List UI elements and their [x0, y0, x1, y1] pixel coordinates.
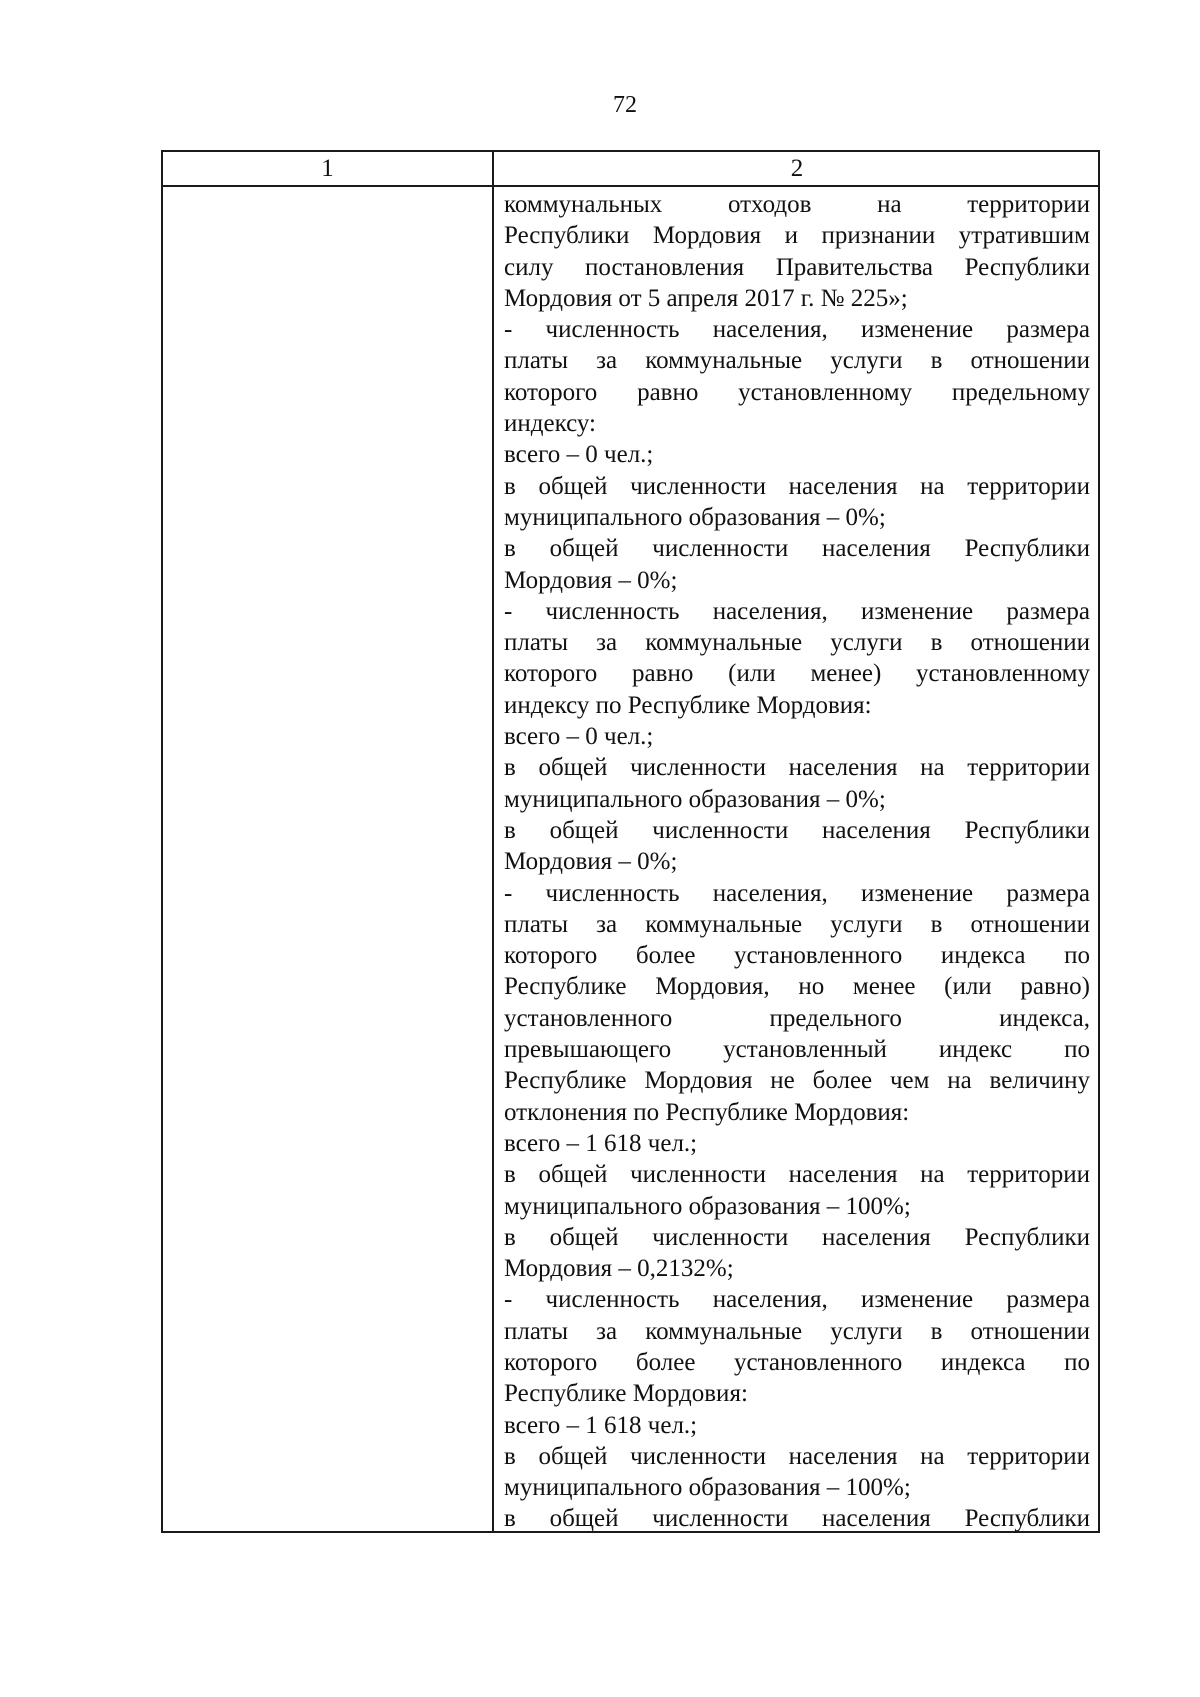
text-line: платы за коммунальные услуги в отношении	[504, 347, 1090, 375]
text-line: в общей численности населения Республики	[504, 1505, 1090, 1533]
text-line: установленного предельного индекса,	[504, 1004, 1090, 1032]
text-line: Мордовия – 0,2132%;	[504, 1255, 734, 1283]
text-line: - численность населения, изменение размера	[504, 316, 1090, 344]
text-line: которого более установленного индекса по	[504, 1348, 1090, 1376]
text-line: платы за коммунальные услуги в отношении	[504, 629, 1090, 657]
text-line: - численность населения, изменение размера	[504, 1286, 1090, 1314]
text-line: всего – 0 чел.;	[504, 441, 654, 469]
text-line: платы за коммунальные услуги в отношении	[504, 1317, 1090, 1345]
text-line: всего – 1 618 чел.;	[504, 1411, 698, 1439]
column-header-2: 2	[790, 155, 804, 182]
text-line: муниципального образования – 0%;	[504, 503, 886, 531]
text-line: силу постановления Правительства Республики	[504, 253, 1090, 281]
text-line: Республики Мордовия и признании утратившим	[504, 222, 1090, 250]
text-line: в общей численности населения на территории	[504, 1161, 1090, 1189]
column-header-1: 1	[321, 155, 334, 182]
text-line: в общей численности населения на территории	[504, 472, 1090, 500]
text-line: платы за коммунальные услуги в отношении	[504, 910, 1090, 938]
text-line: Республике Мордовия, но менее (или равно)	[504, 973, 1090, 1001]
column-divider	[492, 152, 494, 1531]
text-line: Мордовия от 5 апреля 2017 г. № 225»;	[504, 284, 908, 312]
document-table	[161, 150, 1100, 1533]
column-2-text-cell	[504, 189, 1090, 1535]
text-line: всего – 1 618 чел.;	[504, 1129, 698, 1157]
page-number: 72	[613, 92, 637, 118]
text-line: - численность населения, изменение размера	[504, 879, 1090, 907]
text-line: которого равно (или менее) установленному	[504, 660, 1090, 688]
text-line: Республике Мордовия:	[504, 1380, 748, 1408]
text-line: Республике Мордовия не более чем на величину	[504, 1067, 1090, 1095]
text-line: отклонения по Республике Мордовия:	[504, 1098, 910, 1126]
text-line: которого равно установленному предельному	[504, 378, 1090, 406]
text-line: муниципального образования – 100%;	[504, 1474, 911, 1502]
text-line: Мордовия – 0%;	[504, 566, 678, 594]
text-line: в общей численности населения на территории	[504, 754, 1090, 782]
text-line: превышающего установленный индекс по	[504, 1036, 1090, 1064]
text-line: в общей численности населения на территории	[504, 1442, 1090, 1470]
text-line: в общей численности населения Республики	[504, 816, 1090, 844]
text-line: всего – 0 чел.;	[504, 723, 654, 751]
text-line: которого более установленного индекса по	[504, 942, 1090, 970]
text-line: в общей численности населения Республики	[504, 535, 1090, 563]
text-line: Мордовия – 0%;	[504, 848, 678, 876]
text-line: муниципального образования – 100%;	[504, 1192, 911, 1220]
text-line: коммунальных отходов на территории	[504, 191, 1090, 218]
text-line: муниципального образования – 0%;	[504, 785, 886, 813]
text-line: - численность населения, изменение размера	[504, 597, 1090, 625]
text-line: индексу по Республике Мордовия:	[504, 691, 872, 719]
text-line: в общей численности населения Республики	[504, 1223, 1090, 1251]
text-line: индексу:	[504, 410, 596, 438]
